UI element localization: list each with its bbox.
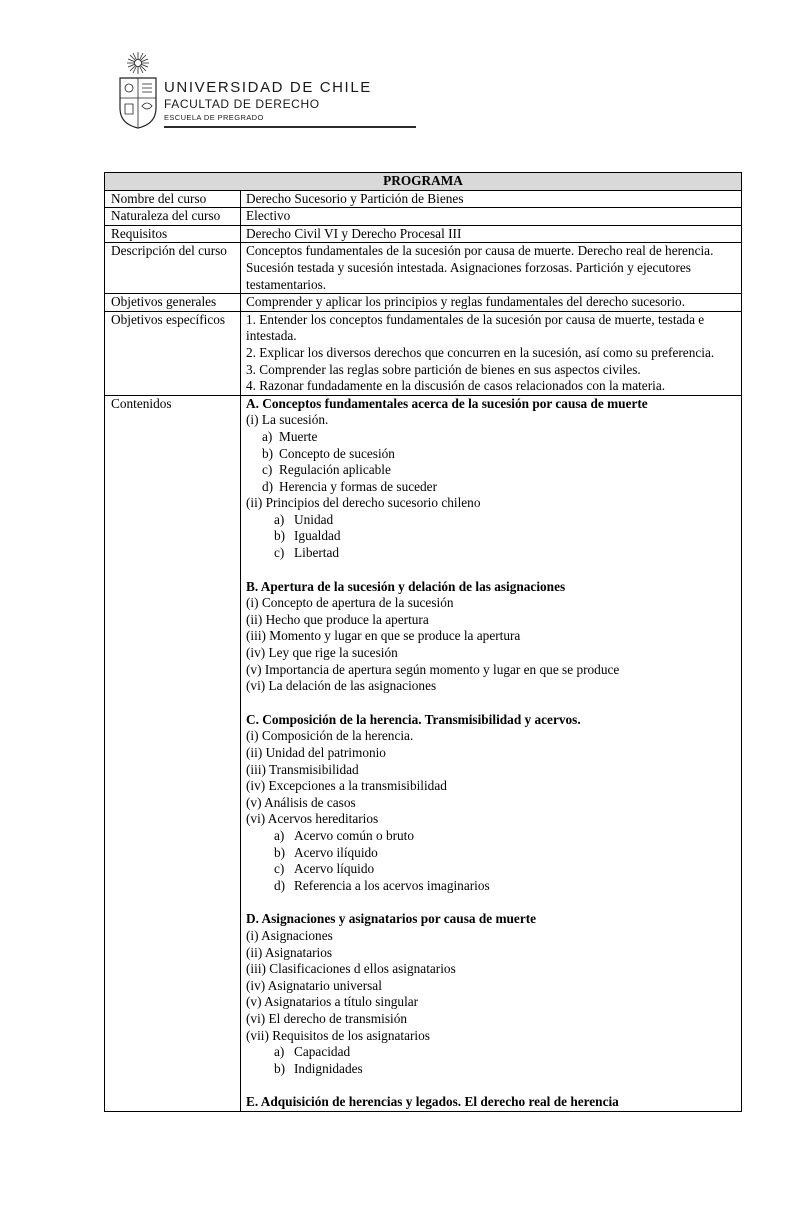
general-objectives-label: Objetivos generales <box>105 294 241 312</box>
list-item: (ii) Unidad del patrimonio <box>246 745 386 760</box>
list-item: (iii) Clasificaciones d ellos asignatarios <box>246 961 456 977</box>
nature-label: Naturaleza del curso <box>105 208 241 226</box>
list-item: (ii) Asignatarios <box>246 944 333 960</box>
specific-objectives-list <box>241 311 742 395</box>
school-name: ESCUELA DE PREGRADO <box>164 113 264 122</box>
list-item: (vi) La delación de las asignaciones <box>246 678 437 694</box>
list-item: (iii) Momento y lugar en que se produce la apertura <box>246 628 521 644</box>
section-d-heading: D. Asignaciones y asignatarios por causa de muerte <box>246 911 537 927</box>
list-item: a) Unidad <box>274 511 334 527</box>
list-item: (v) Asignatarios a título singular <box>246 994 419 1010</box>
table-row <box>105 225 742 243</box>
table-title: PROGRAMA <box>105 173 742 191</box>
spacer <box>246 562 738 579</box>
header-divider <box>164 126 416 128</box>
list-item: (v) Importancia de apertura según momento y lugar en que se produce <box>246 661 620 677</box>
list-item: (iv) Asignatario universal <box>246 977 382 993</box>
requirements-value: Derecho Civil VI y Derecho Procesal III <box>241 225 742 243</box>
requirements-label: Requisitos <box>105 225 241 243</box>
list-item: a) Muerte <box>262 428 318 444</box>
list-item: d) Referencia a los acervos imaginarios <box>274 877 490 893</box>
nature-value: Electivo <box>241 208 742 226</box>
section-e-heading: E. Adquisición de herencias y legados. El derecho real de herencia <box>246 1094 619 1110</box>
objective-item: 3. Comprender las reglas sobre partición de bienes en sus aspectos civiles. <box>246 361 641 377</box>
list-item: (ii) Hecho que produce la apertura <box>246 611 429 627</box>
contents-body <box>241 395 742 1111</box>
list-item: (i) Concepto de apertura de la sucesión <box>246 595 454 611</box>
list-item: d) Herencia y formas de suceder <box>262 478 438 494</box>
list-item: (iv) Ley que rige la sucesión <box>246 645 398 661</box>
university-name: UNIVERSIDAD DE CHILE <box>164 79 372 96</box>
list-item: (i) La sucesión. <box>246 412 329 428</box>
list-item: (v) Análisis de casos <box>246 794 356 810</box>
university-logo <box>115 50 372 130</box>
spacer <box>246 894 738 911</box>
list-item: (iii) Transmisibilidad <box>246 761 359 777</box>
program-table <box>104 172 742 1112</box>
list-item: (i) Asignaciones <box>246 927 333 943</box>
list-item: (iv) Excepciones a la transmisibilidad <box>246 778 447 794</box>
section-a-heading: A. Conceptos fundamentales acerca de la sucesión por causa de muerte <box>246 395 648 411</box>
table-row <box>105 173 742 191</box>
table-row <box>105 190 742 208</box>
list-item: b) Igualdad <box>274 528 341 544</box>
table-row <box>105 395 742 1111</box>
list-item: (vii) Requisitos de los asignatarios <box>246 1027 430 1043</box>
list-item: c) Acervo líquido <box>274 861 375 877</box>
list-item: (ii) Principios del derecho sucesorio chileno <box>246 495 481 511</box>
section-c-heading: C. Composición de la herencia. Transmisibilidad y acervos. <box>246 711 581 727</box>
list-item: (vi) Acervos hereditarios <box>246 811 379 827</box>
contents-label: Contenidos <box>105 395 241 1111</box>
list-item: c) Regulación aplicable <box>262 462 391 478</box>
spacer <box>246 695 738 712</box>
list-item: c) Libertad <box>274 545 340 561</box>
faculty-name: FACULTAD DE DERECHO <box>164 97 320 111</box>
list-item: b) Concepto de sucesión <box>262 445 395 461</box>
table-row <box>105 311 742 395</box>
specific-objectives-label: Objetivos específicos <box>105 311 241 395</box>
table-row <box>105 208 742 226</box>
objective-item: 4. Razonar fundadamente en la discusión de casos relacionados con la materia. <box>246 378 666 394</box>
objective-item: 1. Entender los conceptos fundamentales de la sucesión por causa de muerte, testada e intestada. <box>246 311 705 344</box>
list-item: b) Indignidades <box>274 1060 363 1076</box>
section-b-heading: B. Apertura de la sucesión y delación de las asignaciones <box>246 578 566 594</box>
spacer <box>246 1077 738 1094</box>
university-seal-icon <box>115 50 161 130</box>
list-item: (vi) El derecho de transmisión <box>246 1010 407 1026</box>
list-item: a) Acervo común o bruto <box>274 827 415 843</box>
list-item: (i) Composición de la herencia. <box>246 728 414 744</box>
course-name-value: Derecho Sucesorio y Partición de Bienes <box>241 190 742 208</box>
table-row <box>105 243 742 294</box>
general-objectives-value: Comprender y aplicar los principios y reglas fundamentales del derecho sucesorio. <box>241 294 742 312</box>
objective-item: 2. Explicar los diversos derechos que concurren en la sucesión, así como su preferencia. <box>246 344 715 360</box>
description-value: Conceptos fundamentales de la sucesión por causa de muerte. Derecho real de herencia. Sucesión testada y sucesión intestada. Asignaciones forzosas. Partición y ejecutores testamentarios. <box>241 243 742 294</box>
list-item: b) Acervo ilíquido <box>274 844 378 860</box>
description-label: Descripción del curso <box>105 243 241 294</box>
table-row <box>105 294 742 312</box>
course-name-label: Nombre del curso <box>105 190 241 208</box>
list-item: a) Capacidad <box>274 1044 351 1060</box>
